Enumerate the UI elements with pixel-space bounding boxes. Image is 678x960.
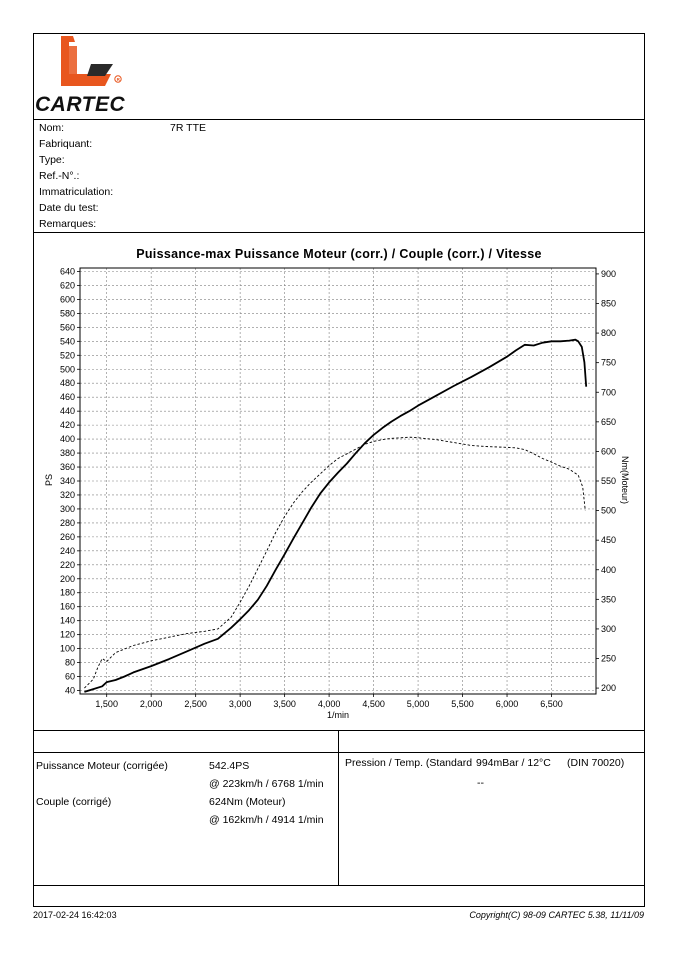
tick-label-x: 2,500 [184,699,207,709]
tick-label-right: 650 [601,416,617,427]
tick-label-x: 3,000 [228,699,252,709]
pressure-label: Pression / Temp. (Standard [345,757,473,769]
tick-label-left: 400 [59,434,75,445]
tick-label-x: 4,500 [362,699,385,709]
tick-label-left: 140 [59,615,75,626]
tick-label-right: 250 [601,653,617,664]
y-axis-label-left: PS [44,473,54,487]
tick-label-right: 400 [601,564,617,575]
tick-label-right: 300 [601,623,617,634]
tick-label-left: 120 [59,629,75,640]
tick-label-left: 40 [64,685,75,696]
tick-label-left: 80 [64,657,75,668]
tick-label-right: 700 [601,387,617,398]
tick-label-left: 240 [59,545,75,556]
tick-label-right: 800 [601,328,617,339]
torque-value: 624Nm (Moteur) [209,796,286,808]
tick-label-left: 480 [59,378,75,389]
info-label: Nom: [39,122,65,134]
tick-label-left: 360 [59,462,75,473]
tick-label-right: 500 [601,505,617,516]
page-frame [33,33,645,907]
x-axis-label: 1/min [326,710,350,720]
tick-label-right: 600 [601,446,617,457]
tick-label-x: 3,500 [273,699,296,709]
tick-label-right: 750 [601,357,617,368]
tick-label-left: 340 [59,476,75,486]
tick-label-right: 850 [601,298,617,309]
tick-label-right: 200 [601,683,617,694]
tick-label-left: 180 [59,587,75,598]
power-label: Puissance Moteur (corrigée) [36,760,168,772]
tick-label-right: 350 [601,594,617,605]
tick-label-left: 460 [59,392,75,403]
tick-label-x: 6,500 [540,699,563,709]
timestamp: 2017-02-24 16:42:03 [33,910,117,920]
pressure-dash: -- [477,777,484,789]
tick-label-x: 5,000 [406,699,430,709]
tick-label-left: 520 [59,350,75,361]
tick-label-left: 320 [59,489,75,500]
torque-at: @ 162km/h / 4914 1/min [209,814,324,826]
tick-label-left: 600 [59,294,75,305]
brand-name: CARTEC [35,93,126,116]
svg-text:R: R [116,77,120,82]
tick-label-left: 260 [59,531,75,542]
tick-label-left: 500 [59,364,75,375]
info-label: Remarques: [39,218,97,230]
divider-results-bottom [33,885,645,886]
tick-label-left: 100 [59,643,75,654]
tick-label-left: 620 [59,280,75,291]
tick-label-left: 560 [59,322,75,333]
tick-label-right: 550 [601,476,617,486]
pressure-value: 994mBar / 12°C [476,757,551,769]
tick-label-left: 580 [59,308,75,319]
tick-label-x: 1,500 [95,699,118,709]
tick-label-left: 540 [59,336,75,347]
info-label: Date du test: [39,202,99,214]
divider-results-vertical [338,730,339,885]
chart-title: Puissance-max Puissance Moteur (corr.) / Couple (corr.) / Vitesse [136,247,542,261]
info-label: Type: [39,154,65,166]
tick-label-right: 900 [601,268,617,279]
tick-label-x: 5,500 [451,699,474,709]
power-at: @ 223km/h / 6768 1/min [209,778,324,790]
torque-label: Couple (corrigé) [36,796,112,808]
tick-label-right: 450 [601,535,617,546]
tick-label-left: 200 [59,573,75,584]
tick-label-left: 440 [59,406,75,417]
tick-label-left: 280 [59,517,75,528]
tick-label-left: 640 [59,266,75,277]
tick-label-left: 420 [59,420,75,431]
tick-label-left: 220 [59,559,75,570]
tick-label-left: 160 [59,601,75,612]
info-value: 7R TTE [170,122,206,134]
tick-label-left: 300 [59,503,75,514]
divider-info [33,232,645,233]
y-axis-label-right: Nm(Moteur) [620,455,630,505]
info-label: Immatriculation: [39,186,114,198]
divider-chart [33,730,645,731]
din-norm: (DIN 70020) [567,757,625,769]
tick-label-x: 4,000 [317,699,341,709]
info-label: Ref.-N°.: [39,170,80,182]
tick-label-x: 6,000 [495,699,519,709]
tick-label-left: 60 [64,671,75,682]
tick-label-x: 2,000 [139,699,163,709]
power-value: 542.4PS [209,760,250,772]
copyright: Copyright(C) 98-09 CARTEC 5.38, 11/11/09 [469,910,644,920]
divider-results-top [33,752,645,753]
info-label: Fabriquant: [39,138,93,150]
tick-label-left: 380 [59,448,75,459]
